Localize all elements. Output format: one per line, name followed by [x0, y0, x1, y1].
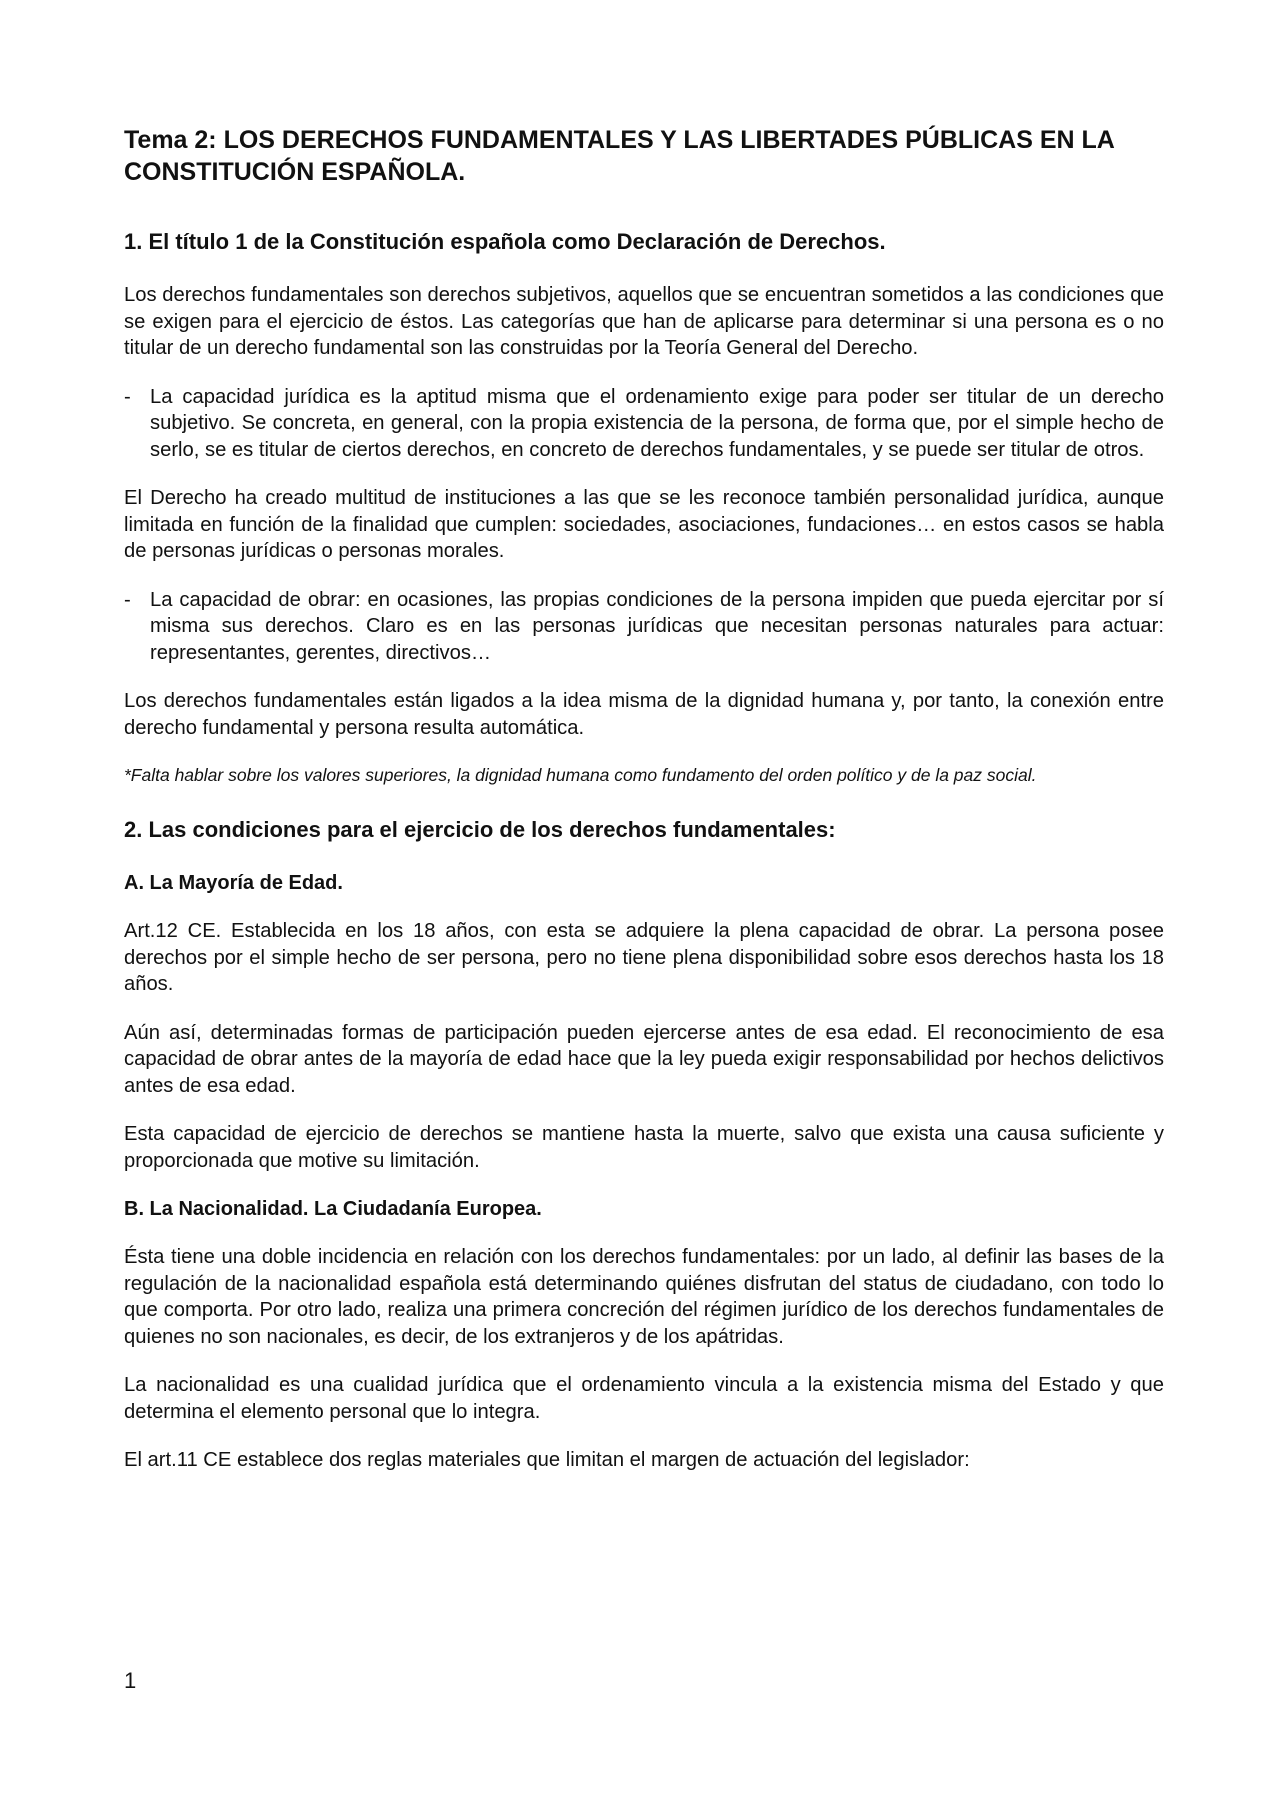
subsection-b-paragraph-2: La nacionalidad es una cualidad jurídica que el ordenamiento vincula a la existencia misma del Estado y que determina el elemento personal que lo integra.: [124, 1374, 1164, 1423]
document-page: [124, 124, 1164, 1496]
section-2-heading: 2. Las condiciones para el ejercicio de los derechos fundamentales:: [124, 817, 836, 842]
subsection-b-paragraph-1: Ésta tiene una doble incidencia en relación con los derechos fundamentales: por un lado, al definir las bases de la regulación de la nacionalidad española está determinando quiénes disfrutan del status de ciudadano, con todo lo que comporta. Por otro lado, realiza una primera concreción del régimen jurídico de los derechos fundamentales de quienes no son nacionales, es decir, de los extranjeros y de los apátridas.: [124, 1246, 1164, 1348]
bullet-dash: -: [124, 385, 131, 408]
bullet-capacidad-obrar: [124, 587, 1164, 667]
page-number: 1: [124, 1668, 137, 1693]
italic-note: *Falta hablar sobre los valores superiores, la dignidad humana como fundamento del orden político y de la paz social.: [124, 765, 1037, 785]
subsection-a-paragraph-1: Art.12 CE. Establecida en los 18 años, con esta se adquiere la plena capacidad de obrar. La persona posee derechos por el simple hecho de ser persona, pero no tiene plena disponibilidad sobre esos derechos hasta los 18 años.: [124, 920, 1164, 995]
section-1-paragraph-2: El Derecho ha creado multitud de instituciones a las que se les reconoce también personalidad jurídica, aunque limitada en función de la finalidad que cumplen: sociedades, asociaciones, fundaciones… en estos casos se habla de personas jurídicas o personas morales.: [124, 487, 1164, 562]
section-1-paragraph-3: Los derechos fundamentales están ligados a la idea misma de la dignidad humana y, por tanto, la conexión entre derecho fundamental y persona resulta automática.: [124, 690, 1164, 739]
bullet-dash: -: [124, 588, 131, 611]
bullet-text: La capacidad jurídica es la aptitud misma que el ordenamiento exige para poder ser titular de un derecho subjetivo. Se concreta, en general, con la propia existencia de la persona, de forma que, por el simple hecho de serlo, se es titular de ciertos derechos, en concreto de derechos fundamentales, y se puede ser titular de otros.: [150, 385, 1164, 461]
subsection-b-paragraph-3: El art.11 CE establece dos reglas materiales que limitan el margen de actuación del legislador:: [124, 1449, 970, 1471]
subsection-a-heading: A. La Mayoría de Edad.: [124, 872, 343, 894]
document-title: Tema 2: LOS DERECHOS FUNDAMENTALES Y LAS LIBERTADES PÚBLICAS EN LA CONSTITUCIÓN ESPAÑOLA.: [124, 126, 1114, 186]
subsection-a-paragraph-2: Aún así, determinadas formas de participación pueden ejercerse antes de esa edad. El reconocimiento de esa capacidad de obrar antes de la mayoría de edad hace que la ley pueda exigir responsabilidad por hechos delictivos antes de esa edad.: [124, 1021, 1164, 1097]
subsection-b-heading: B. La Nacionalidad. La Ciudadanía Europea.: [124, 1198, 542, 1220]
bullet-text: La capacidad de obrar: en ocasiones, las propias condiciones de la persona impiden que pueda ejercitar por sí misma sus derechos. Claro es en las personas jurídicas que necesitan personas naturales para actuar: representantes, gerentes, directivos…: [150, 588, 1164, 664]
section-1-paragraph-1: Los derechos fundamentales son derechos subjetivos, aquellos que se encuentran sometidos a las condiciones que se exigen para el ejercicio de éstos. Las categorías que han de aplicarse para determinar si una persona es o no titular de un derecho fundamental son las construidas por la Teoría General del Derecho.: [124, 284, 1164, 359]
section-1-heading: 1. El título 1 de la Constitución española como Declaración de Derechos.: [124, 229, 886, 254]
subsection-a-paragraph-3: Esta capacidad de ejercicio de derechos se mantiene hasta la muerte, salvo que exista una causa suficiente y proporcionada que motive su limitación.: [124, 1123, 1164, 1172]
bullet-capacidad-juridica: [124, 384, 1164, 464]
